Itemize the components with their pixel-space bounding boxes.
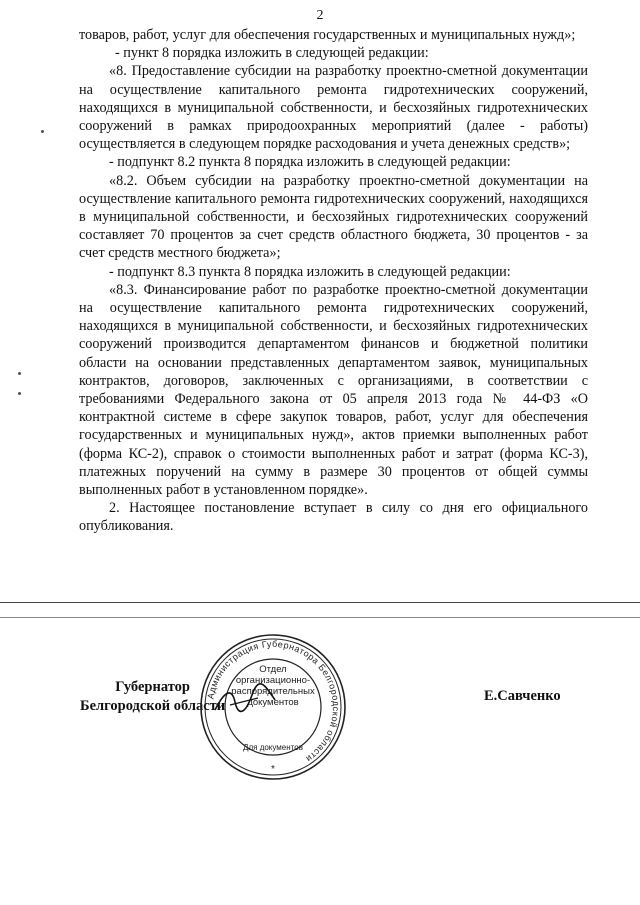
stamp-inner-line: распорядительных xyxy=(231,686,315,697)
signature-title-line1: Губернатор xyxy=(115,679,190,695)
scan-speck xyxy=(18,392,21,395)
scan-speck xyxy=(18,372,21,375)
scan-speck xyxy=(41,130,44,133)
paragraph-item-8-3-intro: - подпункт 8.3 пункта 8 порядка изложить в следующей редакции: xyxy=(109,263,511,280)
scan-artifact-line xyxy=(0,617,640,618)
stamp-inner-line: организационно- xyxy=(235,675,311,686)
stamp-star: * xyxy=(271,764,275,775)
document-body xyxy=(79,26,588,536)
paragraph-item-8-3: «8.3. Финансирование работ по разработке проектно-сметной документации на осуществление капитального ремонта гидротехнических сооружений, находящихся в муниципальной собственности, и бесхозяйных гидротехнических сооружений производится департаментом финансов и бюджетной политики области на основании представленных департаментом заявок, муниципальных контрактов, договоров, заключенных с организациями, в соответствии с требованиями Федерального закона от 05 апреля 2013 года № 44-ФЗ «О контрактной системе в сфере закупок товаров, работ, услуг для обеспечения государственных и муниципальных нужд», актов приемки выполненных работ (форма КС-2), справок о стоимости выполненных работ и затрат (форма КС-3), платежных поручений на сумму в размере 30 процентов от общей суммы выполненных работ в установленном порядке». xyxy=(79,281,588,499)
scan-artifact-line xyxy=(0,602,640,603)
paragraph-item-8-2-intro: - подпункт 8.2 пункта 8 порядка изложить в следующей редакции: xyxy=(109,154,511,171)
stamp-bottom-text: Для документов xyxy=(243,743,303,752)
paragraph-item-2: 2. Настоящее постановление вступает в силу со дня его официального опубликования. xyxy=(79,500,588,535)
stamp-ring-text: Администрация Губернатора Белгородской области xyxy=(205,638,342,765)
paragraph-continuation: товаров, работ, услуг для обеспечения государственных и муниципальных нужд»; xyxy=(79,27,576,43)
signature-name: Е.Савченко xyxy=(484,688,561,704)
page-number: 2 xyxy=(316,8,324,23)
stamp-inner-line: документов xyxy=(247,697,299,708)
stamp-inner-line: Отдел xyxy=(259,664,287,675)
paragraph-item-8: «8. Предоставление субсидии на разработку проектно-сметной документации на осуществление капитального ремонта гидротехнических сооружений, находящихся в муниципальной собственности, и бесхозяйных гидротехнических сооружений в рамках природоохранных мероприятий (далее - работы) осуществляется в следующем порядке расходования и учета денежных средств»; xyxy=(79,63,588,153)
handwritten-signature-icon xyxy=(210,680,280,720)
paragraph-item-8-intro: - пункт 8 порядка изложить в следующей редакции: xyxy=(115,45,429,62)
signature-title-line2: Белгородской области xyxy=(80,698,226,714)
paragraph-item-8-2: «8.2. Объем субсидии на разработку проектно-сметной документации на осуществление капитального ремонта гидротехнических сооружений, находящихся в муниципальной собственности, и бесхозяйных гидротехнических сооружений составляет 70 процентов за счет средств областного бюджета, 30 процентов - за счет средств местного бюджета»; xyxy=(79,172,588,262)
